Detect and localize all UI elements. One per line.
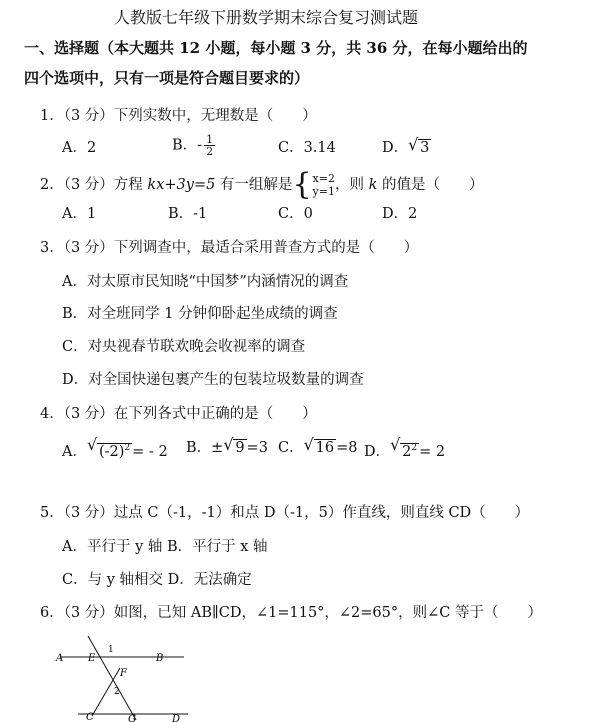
q2-option-a: A．1 [62, 206, 97, 222]
q2-option-b: B．-1 [168, 206, 208, 222]
q3-option-d: D．对全国快递包裹产生的包装垃圾数量的调查 [62, 372, 364, 388]
q1-option-c: C．3.14 [278, 140, 336, 156]
q6-stem: 6．（3 分）如图，已知 AB∥CD，∠1=115°，∠2=65°，则∠C 等于（ ） [40, 605, 542, 621]
q4-option-a: A． √ $(-2)^2$ = - 2 [62, 435, 168, 460]
section-heading-line1: 一、选择题（本大题共 12 小题，每小题 3 分，共 36 分，在每小题给出的 [24, 39, 528, 57]
q2-stem: 2．（3 分）方程 kx+3y=5 有一组解是 { x=2 y=1 ，则 k 的值是（ ） [40, 167, 484, 202]
label-g: G [128, 714, 136, 722]
q5-options-cd: C．与 y 轴相交 D．无法确定 [62, 572, 252, 588]
page-title: 人教版七年级下册数学期末综合复习测试题 [114, 8, 419, 27]
q4-option-c: C． √ 16 =8 [278, 435, 358, 456]
label-d: D [172, 714, 181, 722]
q4-option-b: B．± √ 9 =3 [186, 435, 268, 456]
q2-option-c: C．0 [278, 206, 313, 222]
geometry-figure [48, 632, 198, 722]
q5-stem: 5．（3 分）过点 C（-1，-1）和点 D（-1，5）作直线，则直线 CD（ ） [40, 505, 530, 521]
section-heading-line2: 四个选项中，只有一项是符合题目要求的） [24, 69, 310, 87]
q1-option-d: D． √ 3 [382, 135, 430, 156]
label-c: C [86, 712, 94, 722]
label-b: B [156, 653, 164, 664]
q2-option-d: D．2 [382, 206, 418, 222]
label-e: E [88, 653, 96, 664]
q3-option-c: C．对央视春节联欢晚会收视率的调查 [62, 339, 306, 355]
q1-stem: 1．（3 分）下列实数中，无理数是（ ） [40, 108, 317, 124]
q4-option-d: D． √ $2^2 = 2$ [364, 435, 446, 460]
q3-option-a: A．对太原市民知晓“中国梦”内涵情况的调查 [62, 274, 349, 290]
q4-stem: 4．（3 分）在下列各式中正确的是（ ） [40, 406, 317, 422]
label-f: F [120, 668, 127, 679]
q3-stem: 3．（3 分）下列调查中，最适合采用普查方式的是（ ） [40, 240, 419, 256]
q1-option-b: B．- $\frac{1}{2}$ [172, 133, 214, 158]
q3-option-b: B．对全班同学 1 分钟仰卧起坐成绩的调查 [62, 306, 338, 322]
label-a: A [56, 653, 64, 664]
q1-option-a: A．2 [62, 140, 97, 156]
label-angle-1: 1 [108, 645, 114, 655]
label-angle-2: 2 [114, 687, 120, 697]
q5-options-ab: A．平行于 y 轴 B．平行于 x 轴 [62, 539, 268, 555]
